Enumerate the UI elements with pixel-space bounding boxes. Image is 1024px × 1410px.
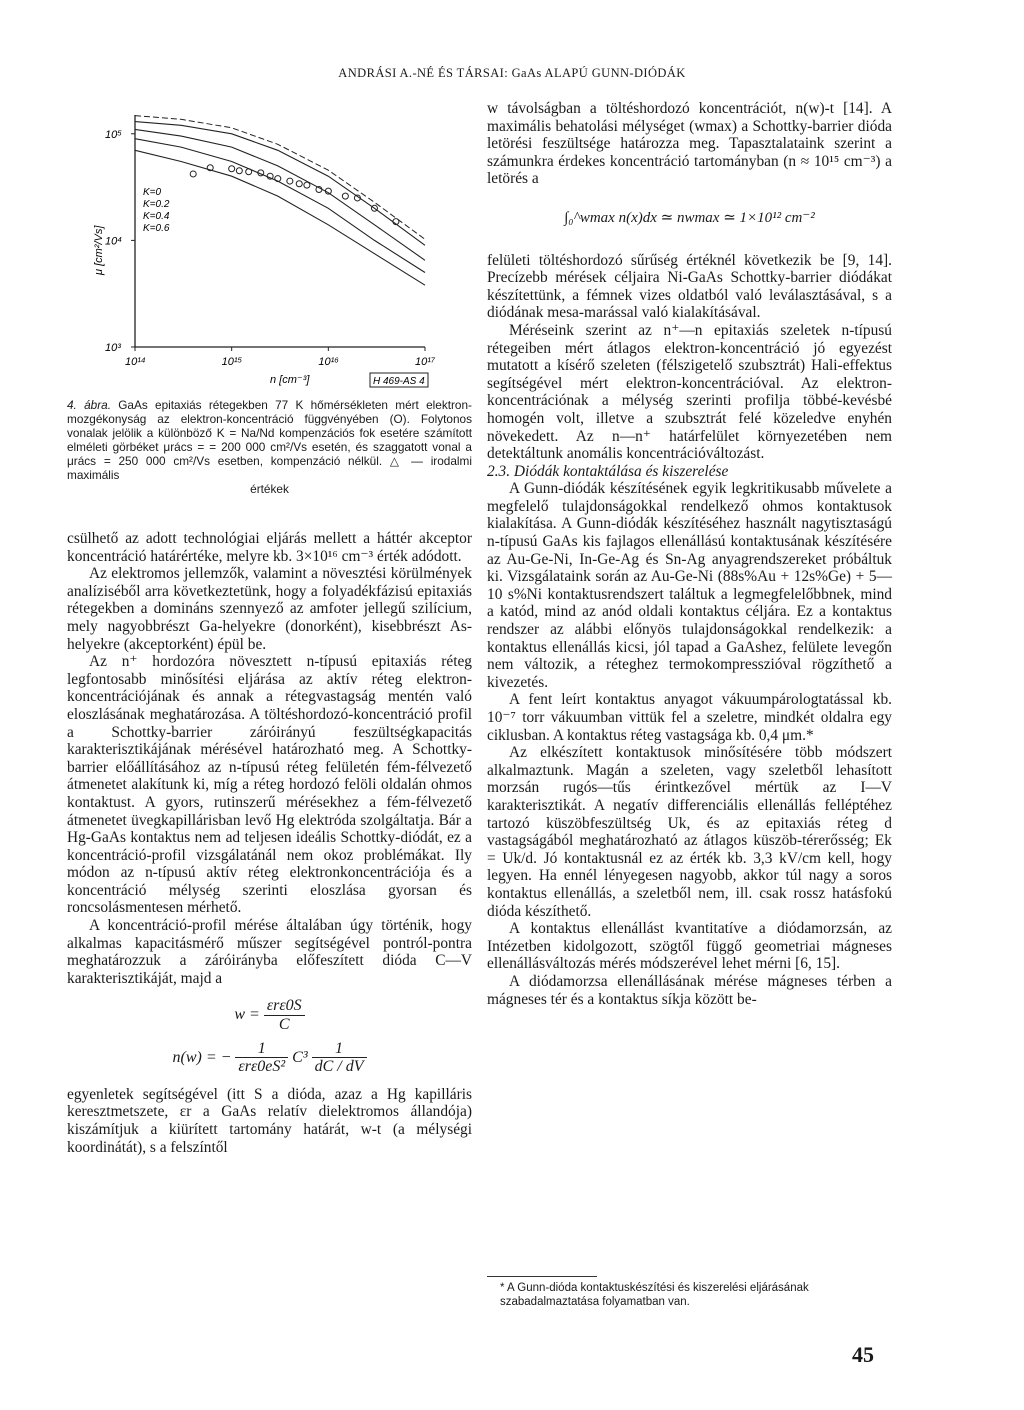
integral-equation [487,210,892,228]
eq1-lhs: w = [234,1006,260,1024]
data-point [236,168,242,174]
right-paragraph-8: A diódamorzsa ellenállásának mérése mágneses térben a mágneses tér és a kontaktus síkja között be- [487,972,892,1008]
footnote-rule [487,1276,597,1277]
theory-curve [135,122,425,246]
mobility-chart [80,105,460,395]
equation-w [67,997,472,1075]
eq2-f1-numerator: 1 [235,1040,288,1059]
data-point [342,193,348,199]
dashed-curve [135,116,425,240]
eq2-lhs: n(w) = − [172,1048,232,1066]
eq2-f2-denominator: dC / dV [314,1058,364,1076]
right-paragraph-2: felületi töltéshordozó sűrűség értéknél következik be [9, 14]. Precízebb mérések céljaira Ni-GaAs Schottky-barrier diódákat készítettünk, a fémnek vizes oldatból való leválasztásával, s a diódának mesa-marással való kialakításával. [487,251,892,322]
x-tick-label: 10¹⁷ [415,356,436,368]
data-point [296,181,302,187]
equation-nw [67,1040,472,1076]
eq1-numerator: εrε0S [264,997,305,1016]
left-column [67,530,472,1156]
x-tick-label: 10¹⁶ [318,356,339,368]
data-point [229,166,235,172]
eq1-denominator: C [278,1016,290,1034]
right-paragraph-6: Az elkészített kontaktusok minősítésére több módszert alkalmaztunk. Magán a szeleten, vagy szeletből lehasított morzsán rugós—tűs érintkezővel mértük az I—V karakterisztikát. A negatív differenciális ellenállás felléptéhez tartozó küszöbfeszültség Uk, és az epitaxiás réteg d vastagságából meghatározható az átlagos küszöb-térerősség; Ek = Uk/d. Jó kontaktusnál ez az érték kb. 3,3 kV/cm kell, hogy legyen. Ha ennél lényegesen nagyobb, akkor túl nagy a soros kontaktus ellenállás, a szeletből nem, ill. csak rossz hatásfokú dióda készíthető. [487,744,892,920]
theory-curve [135,150,425,285]
x-tick-label: 10¹⁴ [125,356,146,368]
data-point [287,178,293,184]
left-paragraph-4: A koncentráció-profil mérése általában úgy történik, hogy alkalmas kapacitásmérő műszer segítségével pontról-pontra meghatározzuk a záróirányba előfeszített dióda C—V karakterisztikáját, majd a [67,917,472,987]
right-column [487,100,892,1008]
page-number: 45 [852,1342,874,1367]
figure-code: H 469-AS 4 [373,376,425,387]
eq2-middle: C³ [292,1048,308,1066]
y-tick-label: 10⁵ [105,128,122,141]
left-paragraph-2: Az elektromos jellemzők, valamint a növesztési körülmények analíziséből arra következtetünk, hogy a folyadékfázisú epitaxiás rétegekben a domináns szennyező az amfoter jellegű szilícium, mely nagyobbrészt Ga-helyekre (donorként), kisebbrészt As-helyekre (akceptorként) épül be. [67,565,472,653]
data-point [190,171,196,177]
theory-curve [135,129,425,260]
eq2-fraction-1 [235,1040,288,1076]
right-paragraph-7: A kontaktus ellenállást kvantitatíve a diódamorzsán, az Intézetben kidolgozott, szögtől függő geometriai mágneses ellenállásváltozás mérés módszerével lehet mérni [6, 15]. [487,920,892,973]
eq2-fraction-2 [312,1040,367,1076]
legend-entry: K=0.2 [143,199,170,210]
right-paragraph-5: A fent leírt kontaktus anyagot vákuumpárologtatással kb. 10⁻⁷ torr vákuumban vittük fel a szeletre, mindkét oldalra egy ciklusban. A kontaktus réteg vastagsága kb. 0,4 μm.* [487,691,892,744]
figure-number: 4. ábra. [67,398,111,412]
figure-caption [67,398,472,496]
left-paragraph-1: csülhető az adott technológiai eljárás mellett a háttér akceptor koncentráció határértéke, melyre kb. 3×10¹⁶ cm⁻³ érték adódott. [67,530,472,565]
left-paragraph-3: Az n⁺ hordozóra növesztett n-típusú epitaxiás réteg legfontosabb minősítési eljárása az aktív réteg elektron-koncentrációjának és annak a rétegvastagság mentén való eloszlásának meghatározása. A töltéshordozó-koncentráció profil a Schottky-barrier záróirányú feszültségkapacitás karakterisztikájának mérésével határozható meg. A Schottky-barrier előállításához az n-típusú réteg felületén fém-félvezető átmenetet alakítunk ki, míg a réteg hordozó felöli oldalán ohmos kontaktust. A gyors, rutinszerű mérésekhez a fém-félvezető átmenetet üvegkapillárisban levő Hg elektróda szolgáltatja. Bár a Hg-GaAs kontaktus nem ad teljesen ideális Schottky-diódát, ez a koncentráció-profil vizsgálatánál nem okoz problémákat. Ily módon az n-típusú aktív réteg elektronkoncentrációja és a koncentráció mélység szerinti eloszlása gyorsan és roncsolásmentesen mérhető. [67,653,472,917]
eq1-fraction [264,997,305,1033]
integral-text: ∫₀^wmax n(x)dx ≃ nwmax ≃ 1×10¹² cm⁻² [564,209,815,226]
eq2-f2-numerator: 1 [312,1040,367,1059]
footnote: * A Gunn-dióda kontaktuskészítési és kiszerelési eljárásának szabadalmaztatása folyamatban van. [500,1282,809,1308]
running-header: ANDRÁSI A.-NÉ ÉS TÁRSAI: GaAs ALAPÚ GUNN-DIÓDÁK [338,66,686,80]
x-axis-label: n [cm⁻³] [270,374,310,386]
eq2-f1-denominator: εrε0eS² [238,1058,286,1076]
legend-entry: K=0 [143,187,162,198]
chart-labels [93,129,436,387]
data-point [246,169,252,175]
legend-entry: K=0.6 [143,223,170,234]
y-tick-label: 10⁴ [105,235,122,248]
x-tick-label: 10¹⁵ [221,356,243,368]
chart-curves [135,116,425,286]
caption-last-line: értékek [250,482,289,496]
section-title: 2.3. Diódák kontaktálása és kiszerelése [487,462,729,480]
left-paragraph-5: egyenletek segítségével (itt S a dióda, azaz a Hg kapilláris keresztmetszete, εr a GaAs relatív dielektromos állandója) kiszámítjuk a kiürített tartomány határát, w-t (a mélységi koordinátát), s a felszíntől [67,1085,472,1156]
y-tick-label: 10³ [105,342,121,354]
right-paragraph-4: A Gunn-diódák készítésének egyik legkritikusabb művelete a megfelelő tulajdonságokkal rendelkező ohmos kontaktusok kialakítása. A Gunn-diódák készítéséhez használt nagytisztaságú n-típusú GaAs kis fajlagos ellenállású kontaktusának készítésére az Au-Ge-Ni, In-Ge-Ag és Sn-Ag anyagrendszereket próbáltuk ki. Vizsgálataink során az Au-Ge-Ni (88s%Au + 12s%Ge) + 5—10 s%Ni kontaktusrendszert találtuk a legmegfelelőbbnek, mind a katód, mind az anód oldali kontaktus céljára. Ez a kontaktus rendszer az alábbi előnyös tulajdonságokkal rendelkezik: a kontaktus ellenállás kicsi, jól tapad a GaAshez, felülete levegőn nem változik, a réteghez termokompresszióval rögzíthető a kivezetés. [487,480,892,691]
legend-entry: K=0.4 [143,211,170,222]
y-axis-label: μ [cm²/Vs] [93,225,105,275]
caption-text: GaAs epitaxiás rétegekben 77 K hőmérsékleten mért elektron-mozgékonyság az elektron-koncentráció függvényében (O). Folytonos vonalak jelölik a különböző K = Na/Nd kompenzációs fok esetére számított elméleti görbéket μrács = = 200 000 cm²/Vs esetén, és szaggatott vonal a μrács = 250 000 cm²/Vs esetben, kompenzáció nélkül. △ — irodalmi maximális [67,398,472,482]
right-paragraph-1: w távolságban a töltéshordozó koncentrációt, n(w)-t [14]. A maximális behatolási mélységet (wmax) a Schottky-barrier dióda letörési feszültsége határozza meg. Tapasztalataink szerint a számunkra érdekes koncentráció tartományban (n ≈ 10¹⁵ cm⁻³) a letörés a [487,100,892,188]
right-paragraph-3: Méréseink szerint az n⁺—n epitaxiás szeletek n-típusú rétegeiben mért átlagos elektron-koncentráció jó egyezést mutatott a kísérő szeleten (félszigetelő szubsztrát) Hali-effektus segítségével mért elektron-koncentrációval. Az elektron-koncentrációnak a mélység szerinti profilja többé-kevésbé homogén volt, illetve a szubsztrát felé közeledve enyhén növekedett. Az n—n⁺ határfelület környezetében nem detektáltunk anomális koncentrációváltozást. [487,321,892,463]
chart-svg [80,105,460,395]
data-point [304,182,310,188]
theory-curve [135,139,425,273]
